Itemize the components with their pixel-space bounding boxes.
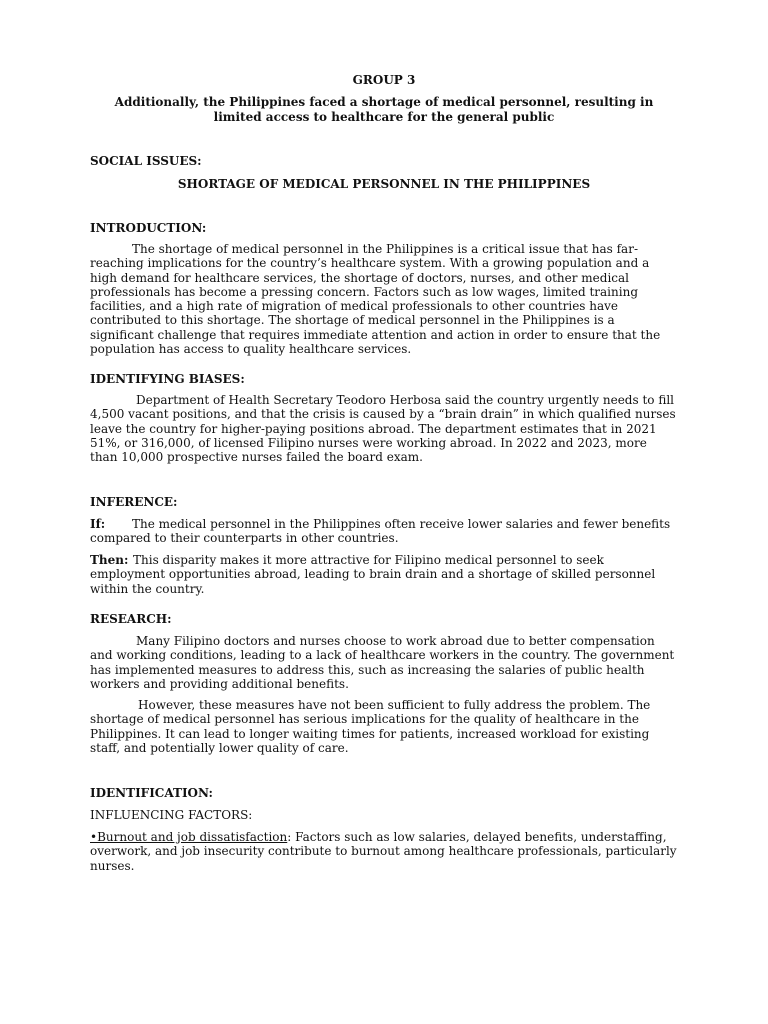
- biases-paragraph: Department of Health Secretary Teodoro Herbosa said the country urgently needs to fill 4,500 vacant positions, and that the crisis is caused by a “brain drain” in which qualified nurses leave the country for higher-paying positions abroad. The department estimates that in 2021 51%, or 316,000, of licensed Filipino nurses were working abroad. In 2022 and 2023, more than 10,000 prospective nurses failed the board exam.: [90, 393, 676, 465]
- inference-heading: INFERENCE:: [90, 495, 178, 509]
- then-text: This disparity makes it more attractive for Filipino medical personnel to seek employment opportunities abroad, leading to brain drain and a shortage of skilled personnel within the country.: [90, 553, 656, 596]
- issue-title: SHORTAGE OF MEDICAL PERSONNEL IN THE PHILIPPINES: [177, 177, 591, 191]
- identification-heading: IDENTIFICATION:: [90, 786, 213, 800]
- introduction-paragraph: The shortage of medical personnel in the Philippines is a critical issue that has far-reaching implications for the country’s healthcare system. With a growing population and a high demand for healthcare services, the shortage of doctors, nurses, and other medical professionals has become a pressing concern. Factors such as low wages, limited training facilities, and a high rate of migration of medical professionals to other countries have contributed to this shortage. The shortage of medical personnel in the Philippines is a significant challenge that requires immediate attention and action in order to ensure that the population has access to quality healthcare services.: [90, 242, 661, 357]
- factor-title: •Burnout and job dissatisfaction: [90, 830, 288, 844]
- group-title: GROUP 3: [352, 73, 416, 87]
- if-label: If:: [90, 517, 106, 531]
- factor-text: : Factors such as low salaries, delayed benefits, understaffing, overwork, and job insecurity contribute to burnout among healthcare professionals, particularly nurses.: [90, 830, 677, 873]
- research-paragraph-1: Many Filipino doctors and nurses choose to work abroad due to better compensation and working conditions, leading to a lack of healthcare workers in the country. The government has implemented measures to address this, such as increasing the salaries of public health workers and providing additional benefits.: [90, 634, 675, 691]
- inference-then: [90, 553, 678, 596]
- inference-if: [90, 517, 678, 546]
- research-heading: RESEARCH:: [90, 612, 172, 626]
- research-paragraph-2: However, these measures have not been sufficient to fully address the problem. The shortage of medical personnel has serious implications for the quality of healthcare in the Philippines. It can lead to longer waiting times for patients, increased workload for existing staff, and potentially lower quality of care.: [90, 698, 651, 755]
- biases-heading: IDENTIFYING BIASES:: [90, 372, 245, 386]
- introduction-heading: INTRODUCTION:: [90, 221, 207, 235]
- influencing-factors-label: INFLUENCING FACTORS:: [90, 808, 253, 822]
- social-issues-label: SOCIAL ISSUES:: [90, 154, 202, 168]
- document-subtitle: Additionally, the Philippines faced a shortage of medical personnel, resulting in limited access to healthcare for the general public: [114, 95, 654, 124]
- if-text: The medical personnel in the Philippines often receive lower salaries and fewer benefits compared to their counterparts in other countries.: [90, 517, 671, 546]
- then-label: Then:: [90, 553, 129, 567]
- influencing-factor-item: [90, 830, 678, 873]
